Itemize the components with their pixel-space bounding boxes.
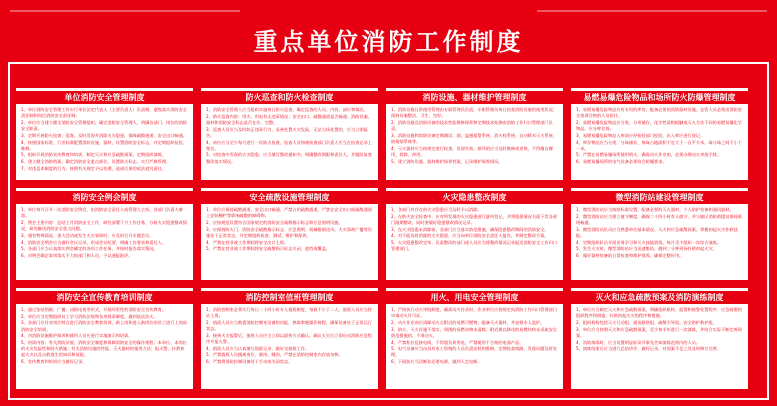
card-clause: 4、消防演练时，应当设置明显标识并事先告知演练范围内的人员。: [576, 339, 701, 345]
card-clause: 1、消防安全管理人应当组织实施每日防火巡查，确定巡查的人员、内容、部位和频次。: [206, 107, 368, 112]
card-clause: 3、在火灾隐患未消除前，各部门应当落实防范措施，确保隐患整改期间的消防安全。: [391, 226, 549, 232]
card-title: 消防安全宣传教育培训制度: [16, 291, 193, 304]
card-body: [206, 207, 373, 252]
card-clause: 5、严禁在易燃易爆场所使用明火，确需动火作业的，必须办理动火审批手续。: [576, 152, 722, 158]
card-clause: 1、单位应当制定灭火和应急疏散预案，明确组织机构、报警和接警处置程序、应急疏散的组织程序和措施、扑救初起火灾的程序和措施。: [576, 307, 742, 319]
card-clause: 2、在防火安全检查中，应对所发现的火灾隐患进行逐项登记，并将隐患情况书面下发各部门限期整改，同时要做好隐患整改情况记录。: [391, 213, 557, 225]
card-clause: 3、微型消防站队员应当熟悉单位基本情况、灭火和应急疏散预案，掌握初起火灾扑救技能。: [576, 226, 738, 238]
card-clause: 5、建立消防设施、器材维护保养档案，记录维护保养情况。: [391, 158, 503, 164]
card-clause: 5、培训内容：有关消防法规、消防安全制度和保障消防安全的操作规程；本单位、本岗位的火灾危险性和防火措施；有关消防设施的性能、灭火器材的使用方法；报火警、扑救初起火灾以及自救逃生的知识和技能。: [21, 340, 187, 358]
card-clause: 1、单位应保持疏散通道、安全出口畅通，严禁占用疏散通道，严禁在安全出口或疏散通道上安装栅栏等影响疏散的障碍物。: [206, 207, 372, 219]
card-clause: 5、演练结束后应当进行总结讲评，做好记录，对预案不足之处及时修订完善。: [576, 346, 722, 352]
card-title: 消防安全例会制度: [16, 191, 193, 204]
card-title: 消防控制室值班管理制度: [201, 291, 378, 304]
card-clause: 3、应保持防火门、消防安全疏散指示标志、应急照明、机械排烟送风、火灾事故广播等设施处于正常状态，并定期组织检查、测试、维护和保养。: [206, 226, 372, 238]
regulation-card: [201, 288, 378, 389]
card-clause: 4、严禁私拉乱接电线，不得超负荷用电，严禁使用不合格的电器产品。: [391, 339, 524, 345]
regulation-card: [571, 288, 748, 389]
card-clause: 3、易燃易爆危险物品入库前应经检验部门检验，出入库应进行登记。: [576, 132, 705, 138]
regulation-card: [201, 88, 378, 180]
card-clause: 7、对违反本制度的行为，按照有关规定予以处理，造成后果的依法追究责任。: [21, 165, 167, 171]
card-clause: 3、单位应当按照灭火和应急疏散预案，至少每半年进行一次演练，并结合实际不断完善预案。: [576, 326, 742, 338]
card-clause: 1、易燃易爆危险物品应有专用的库房，配备必要的消防器材设施，仓管人员必须由消防安全培训合格的人员担任。: [576, 107, 742, 119]
card-clause: 5、严禁在营业或工作期间将安全疏散指示标志关闭、遮挡或覆盖。: [206, 246, 331, 252]
card-clause: 5、严禁值班人员擅离岗位、脱岗、睡岗，严禁在消防控制室内存放杂物。: [206, 352, 343, 358]
regulation-card: [571, 88, 748, 180]
card-clause: 3、接到火灾报警后，值班人员应当立即以最快方式确认，确认火灾后立即启动消防应急程序并报火警。: [206, 332, 372, 345]
card-title: 火灾隐患整改制度: [386, 191, 563, 204]
card-clause: 1、单位消防安全管理工作实行单位法定代表人（主要负责人）负责制，逐级落实消防安全责任制和岗位消防安全责任制。: [21, 107, 187, 119]
card-clause: 2、应按规范设置符合国家规定的消防安全疏散指示标志和应急照明设施。: [206, 219, 343, 225]
card-body: [576, 107, 743, 165]
card-clause: 3、防火、灭火设施不落实，周围的易燃杂物未清除，附近难以移动的易燃结构未采取安全防范措施的，不准动火。: [391, 326, 557, 338]
card-clause: 5、电气设备应当由具有电工资格的人员负责安装和维修，定期检查线路，发现问题及时处理。: [391, 346, 557, 358]
card-clause: 1、消防设施日常使用管理由专职管理员负责，专职管理员每日检查消防设施的使用状况，保持设施整洁、卫生、完好。: [391, 107, 557, 119]
card-body: [206, 107, 373, 165]
card-clause: 4、值班人员应当认真填写值班记录，做好交接班工作。: [206, 345, 310, 351]
card-clause: 2、单位应当建立健全消防安全管理组织，确定消防安全管理人，明确各部门、岗位的消防安全职责。: [21, 119, 187, 132]
card-clause: 3、各部门应针对岗位特点进行消防安全教育培训，新上岗和进入新岗位的员工进行上岗前消防安全培训。: [21, 320, 187, 332]
card-clause: 4、灭火器材应当按规定进行检查，发现失效、损坏的应当及时维修或更换，不得擅自挪用、拆除、停用。: [391, 145, 553, 157]
card-clause: 6、做好器材装备的日常检查和维护保养，确保完整好用。: [576, 252, 684, 258]
card-clause: 4、单位应当至少每月进行一次防火检查，检查人员和被检查部门负责人应当在检查记录上签名。: [206, 139, 372, 151]
card-clause: 6、宣传教育和培训应当做好记录。: [21, 359, 87, 365]
card-clause: 4、按照国家标准、行业标准配置消防设施、器材，设置消防安全标志，并定期组织检验、维修。: [21, 139, 187, 151]
regulation-card: [386, 88, 563, 180]
card-clause: 3、定期开展防火检查、巡查，及时发现并消除火灾隐患，保障疏散通道、安全出口畅通。: [21, 132, 187, 138]
card-clause: 1、通过张贴图画、广播、闭路电视等形式，开展经常性的消防安全宣传教育。: [21, 307, 167, 312]
card-clause: 2、例会主要内容：总结上月消防安全工作，研究部署下月工作任务，分析火灾隐患整改情况，研究解决消防安全重大问题。: [21, 219, 187, 232]
card-clause: 5、火灾隐患整改完毕，负责整改的部门或人员应当将整改情况记录报送消防安全工作归口管理部门。: [391, 240, 557, 252]
card-title: 灭火和应急疏散预案及消防演练制度: [571, 291, 748, 304]
card-clause: 6、严禁将消防控制设备处于手动或关闭状态。: [206, 359, 293, 365]
card-title: 微型消防站建设管理制度: [571, 191, 748, 204]
card-clause: 4、对消防设施维护保养和使用人员应进行实地演示和培训。: [21, 333, 133, 339]
regulation-card: [16, 88, 193, 180]
card-clause: 4、库存物品应当分类、分垛储存，每垛占地面积不宜大于一百平方米，垛与垛之间不小于一米。: [576, 139, 742, 151]
regulation-card: [201, 188, 378, 280]
regulation-card: [386, 188, 563, 280]
card-clause: 3、遇有特殊情况、重大活动或发生火灾事故时，应及时召开专题会议。: [21, 232, 154, 238]
regulation-card: [571, 188, 748, 280]
card-clause: 5、组织开展消防宣传教育和培训，制定灭火和应急疏散预案，定期组织演练。: [21, 152, 167, 158]
card-clause: 5、对检查中发现的火灾隐患，应当填写整改通知书，明确整改期限和责任人，并跟踪复查整改落实情况。: [206, 152, 372, 164]
card-clause: 6、易燃易爆场所的电气设备必须符合防爆要求。: [576, 159, 667, 165]
card-clause: 3、消防设施和消防设备定期测试：烟、温感报警系统、消火栓系统、自动喷水灭火系统、防排烟系统等。: [391, 132, 557, 145]
card-body: [391, 107, 558, 165]
card-clause: 4、消防安全例会应当做好会议记录，形成会议纪要，明确工作要求和责任人。: [21, 239, 167, 245]
card-title: 单位消防安全管理制度: [16, 91, 193, 104]
card-clause: 3、巡查人员应当及时纠正违章行为，妥善处置火灾危险，无法当场处置的，应当立即报告。: [206, 126, 368, 138]
card-clause: 6、对例会确定事项落实不力的部门和人员，予以通报批评。: [21, 252, 133, 258]
card-title: 用火、用电安全管理制度: [386, 291, 563, 304]
card-body: [21, 307, 188, 365]
page-title: 重点单位消防工作制度: [253, 28, 524, 56]
card-clause: 6、建立健全消防档案，确定消防安全重点部位，设置防火标志，实行严格管理。: [21, 159, 171, 165]
card-clause: 1、严格执行动火审批制度，确需动火作业时，作业单位应按规定向消防工作归口管理部门申请动火许可证。: [391, 307, 557, 319]
card-clause: 4、严禁在营业或工作期间将安全出口上锁。: [206, 239, 289, 245]
card-clause: 5、各部门应当认真落实例会确定的各项工作任务，并按时报告落实情况。: [21, 246, 158, 252]
card-title: 安全疏散设施管理制度: [201, 191, 378, 204]
regulation-card: [16, 288, 193, 389]
card-clause: 1、单位每月召开一次消防安全例会，由消防安全责任人或管理人主持，各部门负责人参加。: [21, 207, 183, 219]
card-clause: 1、微型消防站应当按照标准设置，配备必要的灭火器材、个人防护装备和通讯器材。: [576, 207, 734, 212]
card-clause: 2、值班人员应当熟悉消防控制室设备的功能，熟练掌握操作规程，确保设备处于正常运行状态。: [206, 319, 372, 332]
card-body: [206, 307, 373, 365]
card-title: 防火巡查和防火检查制度: [201, 91, 378, 104]
card-clause: 2、防火巡查内容：用火、用电有无违章情况；安全出口、疏散通道是否畅通；消防设施、器材和消防安全标志是否在位、完整。: [206, 113, 372, 125]
card-clause: 2、易燃易爆危险物品应分类、分项储存，化学性质相抵触或灭火方法不同的易燃易爆化学物品，应分库存放。: [576, 119, 742, 132]
card-clause: 5、发生火灾时，微型消防站应当迅速集结，做到三分钟到场扑救初起火灾。: [576, 246, 717, 252]
regulation-card: [386, 288, 563, 389]
regulation-card: [16, 188, 193, 280]
card-title: 消防设施、器材维护管理制度: [386, 91, 563, 104]
card-clause: 1、各部门对存在的火灾隐患应当及时予以消除。: [391, 207, 482, 212]
card-clause: 4、对不能及时消除的火灾隐患，应当向单位消防安全责任人报告，并制定整改方案。: [391, 233, 549, 239]
card-body: [21, 107, 188, 172]
card-clause: 2、单位应当定期组织员工学习消防法规和各项规章制度，做到依法治火。: [21, 313, 158, 319]
card-body: [391, 207, 558, 252]
card-clause: 2、微型消防站应当建立值守制度，确保二十四小时有人值守，并与辖区消防救援站保持联络畅通。: [576, 213, 742, 225]
card-clause: 1、消防控制室必须实行每日二十四小时专人值班制度，每班不少于二人，值班人员应当持证上岗。: [206, 307, 372, 319]
card-clause: 4、定期组织队员开展业务学习和灭火技能训练，每月至少组织一次综合演练。: [576, 239, 722, 245]
card-body: [576, 207, 743, 259]
card-clause: 2、动火作业前应清除动火点附近的易燃可燃物，配备灭火器材，并安排专人监护。: [391, 319, 545, 325]
card-body: [576, 307, 743, 352]
card-clause: 2、消防设施及消防设备的技术性能维修保养和定期技术检测由消防工作归口管理部门负责。: [391, 119, 553, 132]
card-title: 易燃易爆危险物品和场所防火防爆管理制度: [571, 91, 748, 104]
card-body: [21, 207, 188, 259]
card-clause: 6、下班前应当切断非必要电源，做到人走电断。: [391, 359, 482, 365]
card-body: [391, 307, 558, 365]
regulation-grid: [16, 88, 748, 389]
card-clause: 2、组织机构包括灭火行动组、通讯联络组、疏散引导组、安全防护救护组。: [576, 319, 717, 325]
